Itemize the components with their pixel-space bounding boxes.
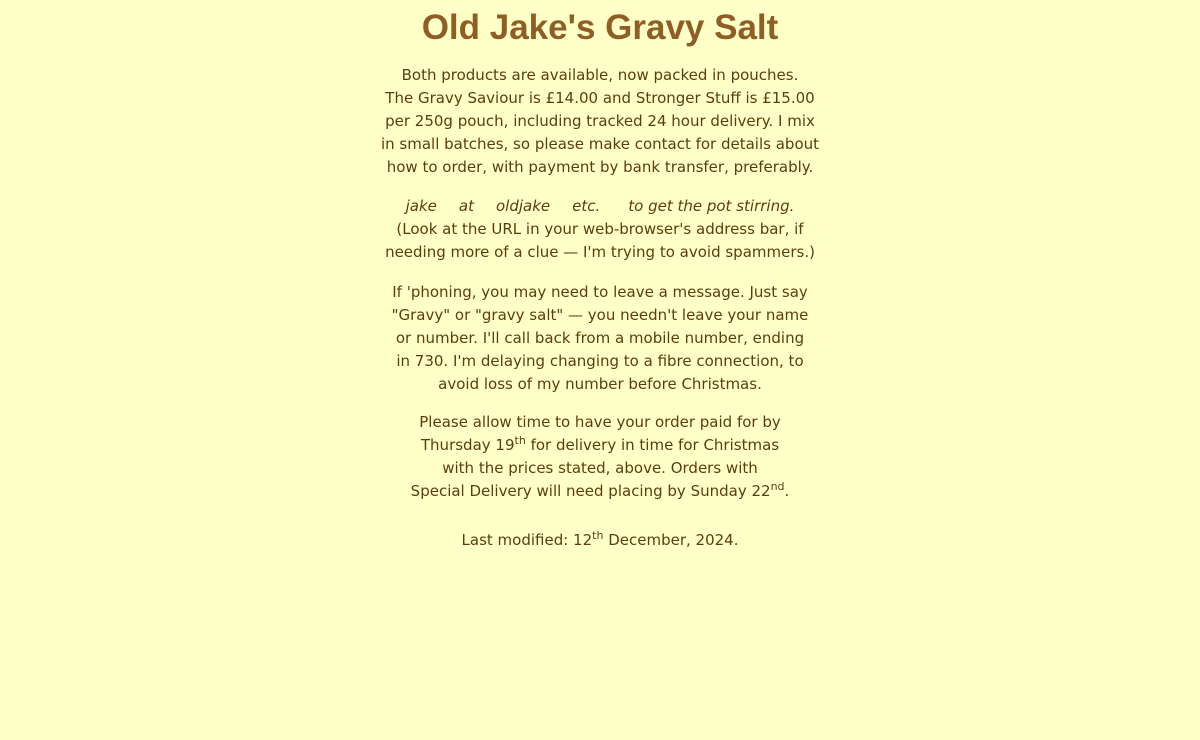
christmas-line: Please allow time to have your order paid for by — [419, 413, 781, 431]
phone-line: or number. I'll call back from a mobile number, ending — [395, 329, 805, 347]
contact-hint-line: needing more of a clue — I'm trying to avoid spammers.) — [385, 243, 815, 261]
phone-line: avoid loss of my number before Christmas. — [438, 375, 762, 393]
phone-line: in 730. I'm delaying changing to a fibre connection, to — [396, 352, 804, 370]
ordinal-suffix: th — [514, 434, 526, 447]
christmas-line — [360, 480, 840, 503]
products-paragraph — [360, 64, 840, 179]
christmas-text: Special Delivery will need placing by Sunday 22 — [410, 482, 771, 500]
email-word: etc. — [572, 197, 601, 215]
page-title: Old Jake's Gravy Salt — [421, 8, 779, 47]
christmas-text: Thursday 19 — [420, 436, 515, 454]
phone-paragraph — [360, 281, 840, 396]
products-line: per 250g pouch, including tracked 24 hour delivery. I mix — [385, 112, 815, 130]
contact-paragraph — [360, 195, 840, 264]
email-word: at — [458, 197, 474, 215]
products-line: in small batches, so please make contact for details about — [380, 135, 820, 153]
ordinal-suffix: th — [592, 529, 604, 542]
email-word: to get the pot stirring. — [628, 197, 795, 215]
last-modified-line — [360, 529, 840, 552]
email-hint — [360, 195, 840, 218]
last-modified-text: Last modified: 12 — [461, 531, 593, 549]
christmas-text: for delivery in time for Christmas — [525, 436, 780, 454]
last-modified-text: December, 2024. — [603, 531, 739, 549]
phone-line: "Gravy" or "gravy salt" — you needn't leave your name — [391, 306, 809, 324]
products-line: The Gravy Saviour is £14.00 and Stronger Stuff is £15.00 — [385, 89, 815, 107]
christmas-text: . — [784, 482, 790, 500]
email-word: jake — [405, 197, 437, 215]
email-word: oldjake — [495, 197, 551, 215]
contact-hint-line: (Look at the URL in your web-browser's address bar, if — [396, 220, 804, 238]
christmas-line — [360, 434, 840, 457]
christmas-paragraph — [360, 411, 840, 503]
products-line: how to order, with payment by bank transfer, preferably. — [386, 158, 814, 176]
last-modified — [360, 529, 840, 552]
ordinal-suffix: nd — [770, 480, 785, 493]
phone-line: If 'phoning, you may need to leave a message. Just say — [392, 283, 808, 301]
products-line: Both products are available, now packed in pouches. — [401, 66, 799, 84]
christmas-line: with the prices stated, above. Orders with — [442, 459, 758, 477]
